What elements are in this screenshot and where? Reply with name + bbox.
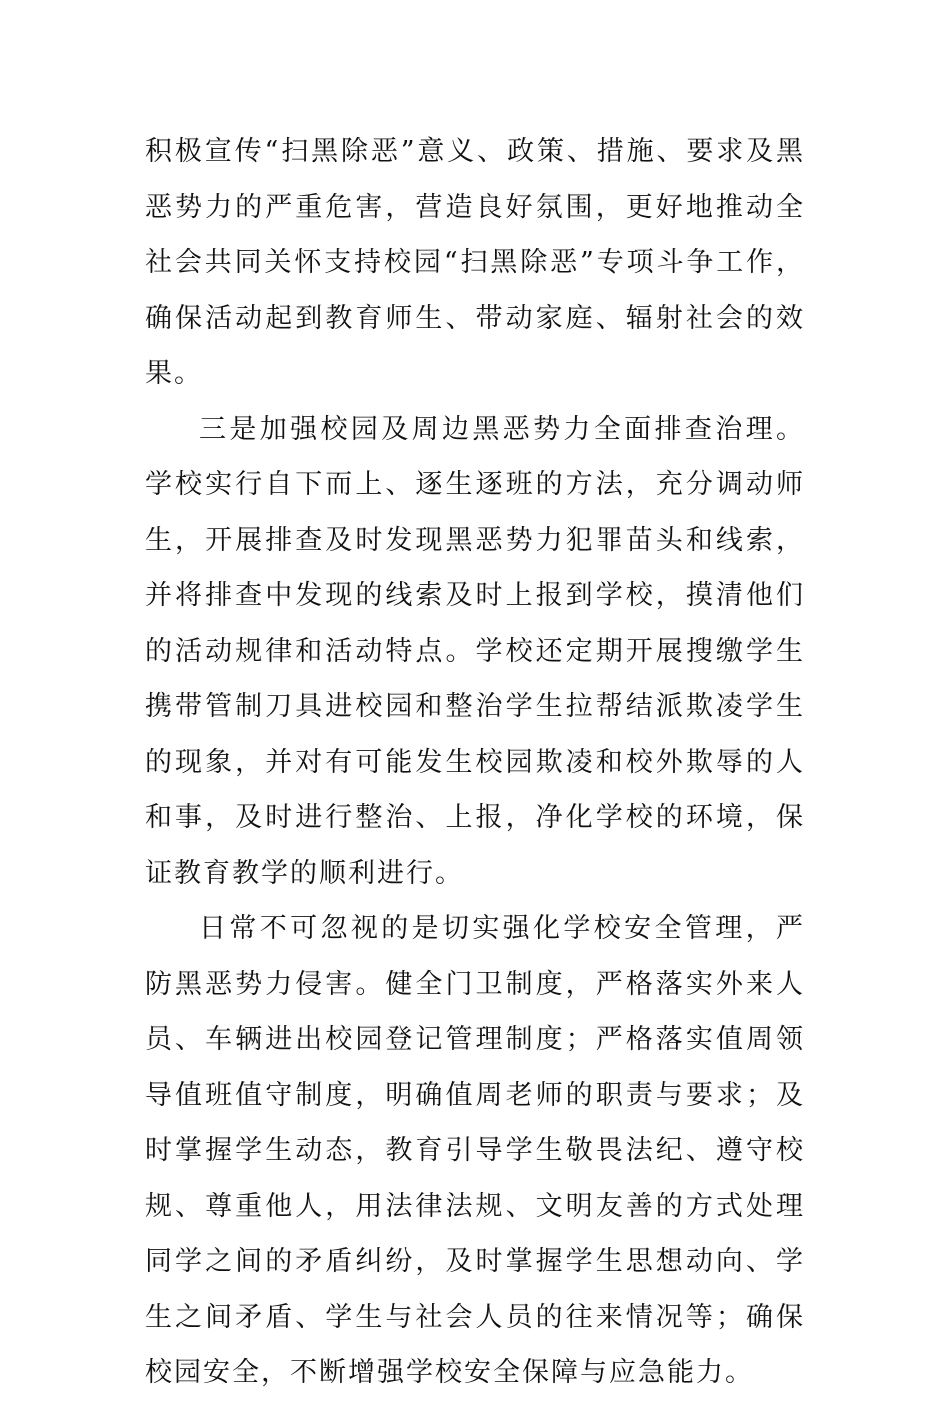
document-body xyxy=(145,124,805,1401)
paragraph-safety-management: 日常不可忽视的是切实强化学校安全管理，严防黑恶势力侵害。健全门卫制度，严格落实外来人员、车辆进出校园登记管理制度；严格落实值周领导值班值守制度，明确值周老师的职责与要求；及时掌握学生动态，教育引导学生敬畏法纪、遵守校规、尊重他人，用法律法规、文明友善的方式处理同学之间的矛盾纠纷，及时掌握学生思想动向、学生之间矛盾、学生与社会人员的往来情况等；确保校园安全，不断增强学校安全保障与应急能力。 xyxy=(145,913,805,1388)
paragraph-continuation: 积极宣传“扫黑除恶”意义、政策、措施、要求及黑恶势力的严重危害，营造良好氛围，更好地推动全社会共同关怀支持校园“扫黑除恶”专项斗争工作，确保活动起到教育师生、带动家庭、辐射社会的效果。 xyxy=(145,136,805,389)
paragraph-investigation: 三是加强校园及周边黑恶势力全面排查治理。学校实行自下而上、逐生逐班的方法，充分调动师生，开展排查及时发现黑恶势力犯罪苗头和线索，并将排查中发现的线索及时上报到学校，摸清他们的活动规律和活动特点。学校还定期开展搜缴学生携带管制刀具进校园和整治学生拉帮结派欺凌学生的现象，并对有可能发生校园欺凌和校外欺辱的人和事，及时进行整治、上报，净化学校的环境，保证教育教学的顺利进行。 xyxy=(145,413,805,889)
